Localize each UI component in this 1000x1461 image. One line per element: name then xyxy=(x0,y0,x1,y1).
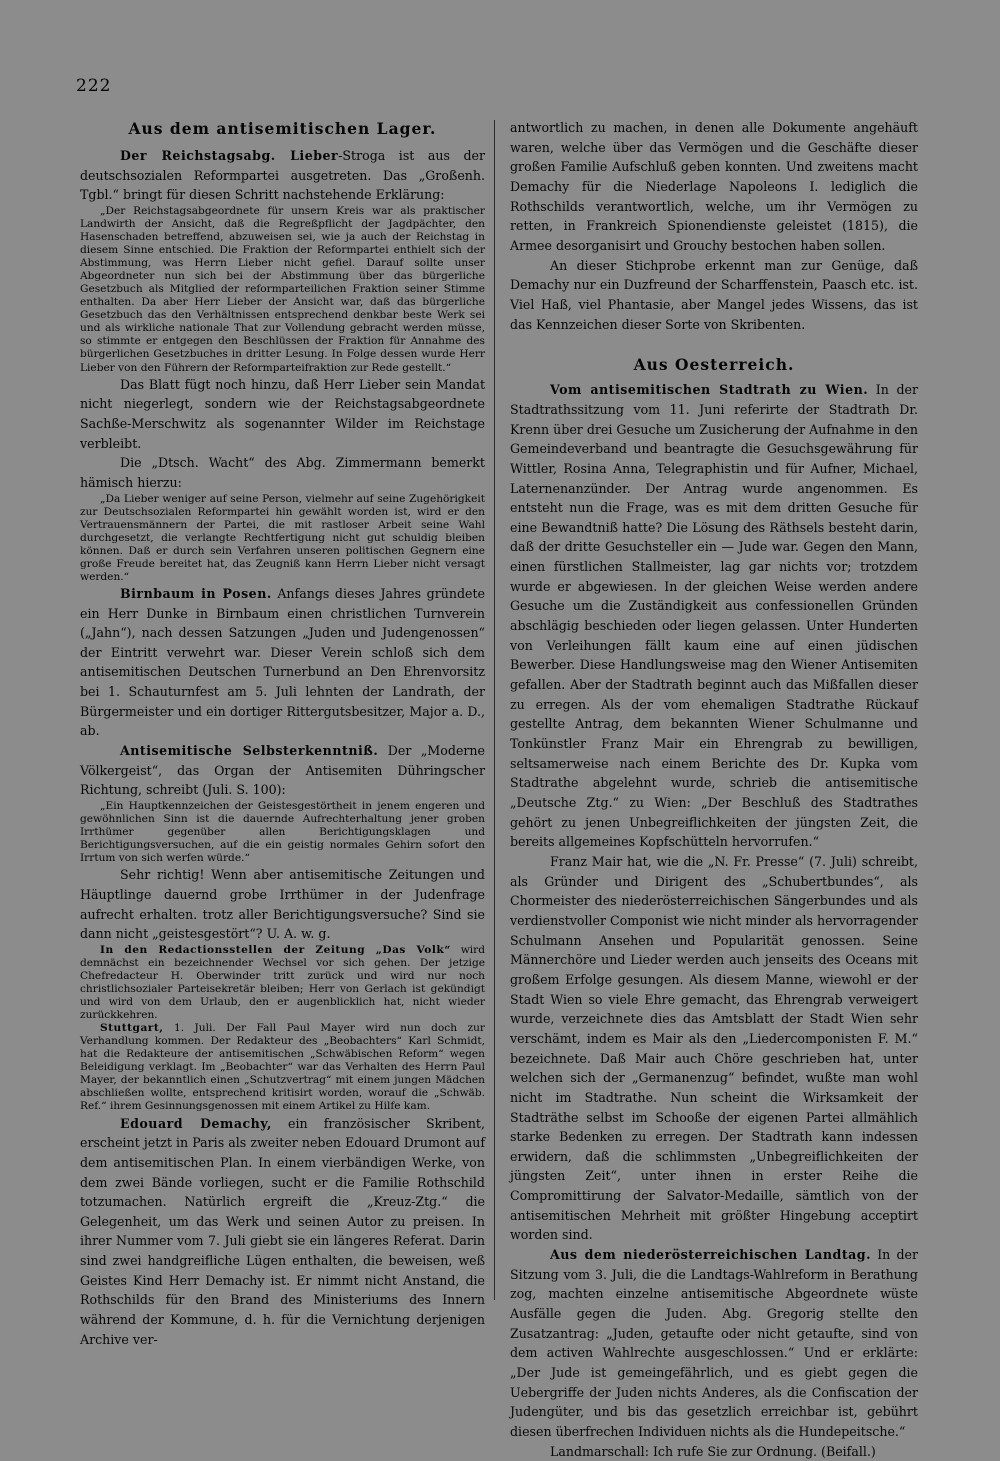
section-heading-oesterreich: Aus Oesterreich. xyxy=(633,355,795,375)
quote-wacht: „Da Lieber weniger auf seine Person, vielmehr auf seine Zugehörigkeit zur Deutschsozialen Reformpartei hin gewählt worden ist, wird er den Vertrauensmännern der Partei, die mit rastloser Arbeit seine Wahl durchgesetzt, die verlangte Rechtfertigung nicht gut schuldig bleiben können. Daß er durch sein Verfahren unseren politischen Gegnern eine große Freude bereitet hat, das Zeugniß kann Herrn Lieber nicht versagt werden.“ xyxy=(80,492,485,583)
article-paragraph: An dieser Stichprobe erkennt man zur Genüge, daß Demachy nur ein Duzfreund der Scharffenstein, Paasch etc. ist. Viel Haß, viel Phantasie, aber Mangel jedes Wissens, das ist das Kennzeichen dieser Sorte von Skribenten. xyxy=(510,257,918,332)
article-selbsterkenntniss xyxy=(80,741,485,800)
article-text: In der Sitzung vom 3. Juli, die die Landtags-Wahlreform in Berathung zog, machten einzelne antisemitische Abgeordnete wüste Ausfälle gegen die Juden. Abg. Gregorig stellte den Zusatzantrag: „Juden, getaufte oder nicht getaufte, sind von dem activen Wahlrechte ausgeschlossen.“ Und er erklärte: „Der Jude ist gemeingefährlich, und es giebt gegen die Uebergriffe der Juden nichts Anderes, als die Confiscation der Judengüter, und bis das gesetzlich erreichbar ist, gebührt diesen überfrechen Individuen nichts als die Hundepeitsche.“ xyxy=(510,1247,918,1439)
article-birnbaum xyxy=(80,584,485,741)
article-text: In der Stadtrathssitzung vom 11. Juni referirte der Stadtrath Dr. Krenn über drei Gesuche um Zusicherung der Aufnahme in den Gemeindeverband und beantragte die Gesuchsgewährung für Wittler, Rosina Anna, Telegraphistin und für Aufner, Michael, Laternenanzünder. Der Antrag wurde angenommen. Es entsteht nun die Frage, was es mit dem dritten Gesuche für eine Bewandtniß hatte? Die Lösung des Räthsels besteht darin, daß der dritte Gesuchsteller ein — Jude war. Gegen den Mann, einen fürstlichen Stallmeister, lag gar nichts vor; trotzdem wurde er abgewiesen. In der gleichen Weise werden andere Gesuche um die Zuständigkeit aus confessionellen Gründen abschlägig beschieden oder liegen gelassen. Unter Hunderten von Verleihungen fällt kaum eine auf einen jüdischen Bewerber. Diese Handlungsweise mag den Wiener Antisemiten gefallen. Aber der Stadtrath beginnt auch das Mißfallen dieser zu erregen. Als der vom ehemaligen Stadtrathe Rückauf gestellte Antrag, dem bekannten Wiener Schulmanne und Tonkünstler Franz Mair ein Ehrengrab zu bewilligen, seltsamerweise nach einem Berichte des Dr. Kupka vom Stadtrathe abgelehnt wurde, schrieb die antisemitische „Deutsche Ztg.“ zu Wien: „Der Beschluß des Stadtrathes gehört zu jenen Unbegreiflichkeiten der jüngsten Zeit, die bereits allgemeines Kopfschütteln hervorrufen.“ xyxy=(510,382,918,850)
article-text: Der „Moderne Völkergeist“, das Organ der Antisemiten Dühringscher Richtung, schreibt (Juli. S. 100): xyxy=(80,743,485,798)
quote-tgbl: „Der Reichstagsabgeordnete für unsern Kreis war als praktischer Landwirth der Ansicht, daß die Regreßpflicht der Jagdpächter, den Hasenschaden betreffend, abzuweisen sei, wie ja auch der Reichstag in diesem Sinne entschied. Die Fraktion der Reformpartei enthielt sich der Abstimmung, was Herrn Lieber nicht gefiel. Darauf sollte unser Abgeordneter nun sich bei der Abstimmung über das bürgerliche Gesetzbuch als Mitglied der reformparteilichen Fraktion seiner Stimme enthalten. Da aber Herr Lieber der Ansicht war, daß das bürgerliche Gesetzbuch das den Verhältnissen entsprechend denkbar beste Werk sei und als wirkliche nationale That zur Vollendung gebracht werden müsse, so stimmte er entgegen den Beschlüssen der Fraktion für Annahme des bürgerlichen Gesetzbuches in dritter Lesung. In Folge dessen wurde Herr Lieber von den Führern der Reformparteifraktion zur Rede gestellt.“ xyxy=(80,204,485,374)
article-stadtrath xyxy=(510,380,918,852)
article-lead: Edouard Demachy, xyxy=(120,1115,272,1131)
article-demachy-continued: antwortlich zu machen, in denen alle Dokumente angehäuft waren, welche über das Vermögen und die Geschäfte dieser großen Familie Aufschluß geben konnten. Und zweitens macht Demachy für die Niederlage Napoleons I. lediglich die Rothschilds verantwortlich, welche, um ihr Vermögen zu retten, in Frankreich Spionendienste geleistet (1815), die Armee desorganisirt und Grouchy bestochen haben sollen. xyxy=(510,120,918,253)
article-lead: Der Reichstagsabg. Lieber xyxy=(120,148,339,163)
left-column xyxy=(80,118,486,1347)
article-text: 1. Juli. Der Fall Paul Mayer wird nun doch zur Verhandlung kommen. Der Redakteur des „Beobachters“ Karl Schmidt, hat die Redakteure der antisemitischen „Schwäbischen Reform“ wegen Beleidigung verklagt. Im „Beobachter“ war das Verhalten des Herrn Paul Mayer, der bekanntlich einen „Schutzvertrag“ mit einem jungen Mädchen abschließen wollte, entsprechend kritisirt worden, worauf die „Schwäb. Ref.“ ihrem Gesinnungsgenossen mit einem Artikel zu Hilfe kam. xyxy=(80,1022,485,1113)
article-paragraph: Sehr richtig! Wenn aber antisemitische Zeitungen und Häuptlinge dauernd grobe Irrthümer in der Judenfrage aufrecht erhalten. trotz aller Berichtigungsversuche? Sind sie dann nicht „geistesgestört“? U. A. w. g. xyxy=(80,867,485,942)
article-text: ein französischer Skribent, erscheint jetzt in Paris als zweiter neben Edouard Drumont auf dem antisemitischen Plan. In einem vierbändigen Werke, von dem zwei Bände vorliegen, sucht er die Familie Rothschild totzumachen. Natürlich ergreift die „Kreuz-Ztg.“ die Gelegenheit, um das Werk und seinen Autor zu preisen. In ihrer Nummer vom 7. Juli giebt sie ein längeres Referat. Darin sind zwei handgreifliche Lügen enthalten, die beweisen, weß Geistes Kind Herr Demachy ist. Er nimmt nicht Anstand, die Rothschilds für den Brand des Ministeriums des Innern während der Kommune, d. h. für die Vernichtung derjenigen Archive ver- xyxy=(80,1115,485,1347)
article-text: Anfangs dieses Jahres gründete ein Herr Dunke in Birnbaum einen christlichen Turnverein („Jahn“), nach dessen Satzungen „Juden und Judengenossen“ der Eintritt verwehrt war. Dieser Verein schloß sich dem antisemitischen Deutschen Turnerbund an Den Ehrenvorsitz bei 1. Schauturnfest am 5. Juli lehnten der Landrath, der Bürgermeister und ein dortiger Rittergutsbesitzer, Major a. D., ab. xyxy=(80,585,485,739)
article-paragraph: Das Blatt fügt noch hinzu, daß Herr Lieber sein Mandat nicht niegerlegt, sondern wie der Reichstagsabgeordnete Sachße-Merschwitz als sogenannter Wilder im Reichstage verbleibt. xyxy=(80,376,485,451)
article-reichstag xyxy=(80,146,485,205)
article-lead: Antisemitische Selbsterkenntniß. xyxy=(120,743,379,759)
article-lead: Aus dem niederösterreichischen Landtag. xyxy=(550,1247,871,1263)
article-lead: In den Redactionsstellen der Zeitung „Das Volk“ xyxy=(100,943,451,956)
article-lead: Vom antisemitischen Stadtrath zu Wien. xyxy=(550,382,869,398)
column-rule xyxy=(494,120,495,1300)
article-paragraph: Die „Dtsch. Wacht“ des Abg. Zimmermann bemerkt hämisch hierzu: xyxy=(80,455,485,490)
article-volk xyxy=(80,944,485,1022)
article-stuttgart xyxy=(80,1022,485,1113)
article-demachy xyxy=(80,1114,485,1350)
article-lead: Stuttgart, xyxy=(100,1022,164,1035)
article-lead: Birnbaum in Posen. xyxy=(120,585,272,601)
article-paragraph: Franz Mair hat, wie die „N. Fr. Presse“ (7. Juli) schreibt, als Gründer und Dirigent des „Schubertbundes“, als Chormeister des niederösterreichischen Sängerbundes und als verdienstvoller Componist wie nicht minder als hervorragender Schulmann Ansehen und Popularität genossen. Seine Männerchöre und Lieder werden auch jenseits des Oceans mit großem Erfolge gesungen. Als diesem Manne, wiewohl er der Stadt Wien so viele Ehre gemacht, das Ehrengrab verweigert wurde, verzeichnete dies das Amtsblatt der Stadt Wien sehr verschämt, indem es Mair als den „Liedercomponisten F. M.“ bezeichnete. Daß Mair auch Chöre geschrieben hat, unter welchen sich der „Germanenzug“ befindet, wußte man wohl nicht im Stadtrathe. Nun scheint die Wirksamkeit der Stadträthe selbst im Schooße der eigenen Partei allmählich starke Bedenken zu erregen. Der Stadtrath kann indessen erwidern, daß die schlimmsten „Unbegreiflichkeiten der jüngsten Zeit“, unter ihnen in erster Reihe die Compromittirung der Salvator-Medaille, sämtlich von der antisemitischen Mehrheit mit größter Hingebung acceptirt worden sind. xyxy=(510,853,918,1243)
page-number: 222 xyxy=(76,76,112,96)
article-landtag xyxy=(510,1245,918,1442)
quote-voelkergeist: „Ein Hauptkennzeichen der Geistesgestörtheit in jenem engeren und gewöhnlichen Sinn ist die dauernde Aufrechterhaltung jener groben Irrthümer gegenüber allen Berichtigungsklagen und Berichtigungsversuchen, auf die ein geistig normales Gehirn sofort den Irrtum von sich werfen würde.“ xyxy=(80,800,485,865)
section-heading-lager: Aus dem antisemitischen Lager. xyxy=(128,119,437,138)
article-text: wird demnächst ein bezeichnender Wechsel vor sich gehen. Der jetzige Chefredacteur H. Oberwinder tritt zurück und wird nur noch christlichsozialer Parteisekretär bleiben; Herr von Gerlach ist gekündigt und wird von dem Urlaub, den er augenblicklich hat, nicht wieder zurückkehren. xyxy=(80,943,486,1022)
right-column xyxy=(510,118,918,1459)
article-paragraph: Landmarschall: Ich rufe Sie zur Ordnung. (Beifall.) xyxy=(550,1443,876,1459)
article-text: -Stroga ist aus der deutschsozialen Reformpartei ausgetreten. Das „Großenh. Tgbl.“ bringt für diesen Schritt nachstehende Erklärung: xyxy=(80,148,485,203)
